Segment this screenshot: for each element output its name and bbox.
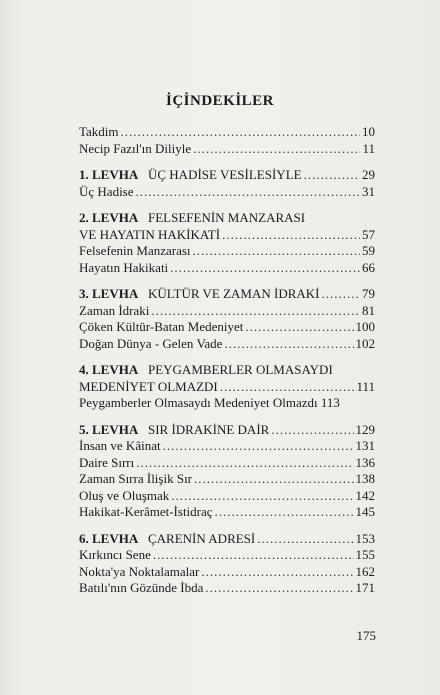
levha-number: 5. LEVHA bbox=[79, 421, 139, 437]
toc-section-heading bbox=[79, 227, 375, 244]
toc-entry-label: Hayatın Hakikati bbox=[79, 259, 169, 275]
toc-heading-label bbox=[79, 362, 333, 377]
toc-entry bbox=[79, 504, 375, 521]
toc-page-number: 100 bbox=[355, 319, 375, 334]
section-gap bbox=[79, 352, 375, 362]
toc-entry-label: Peygamberler Olmasaydı Medeniyet Olmazdı bbox=[79, 395, 318, 410]
leader-dots bbox=[222, 227, 360, 244]
toc-heading-label bbox=[79, 286, 320, 303]
toc-page-number: 102 bbox=[355, 335, 375, 351]
toc-entry bbox=[79, 336, 375, 353]
toc-page-number: 59 bbox=[362, 243, 375, 258]
toc-section-heading bbox=[79, 379, 375, 396]
leader-dots bbox=[220, 379, 355, 396]
toc-heading-label bbox=[79, 210, 305, 225]
leader-dots bbox=[171, 488, 353, 505]
toc-page-number: 79 bbox=[362, 286, 375, 301]
toc-entry-label: Oluş ve Oluşmak bbox=[79, 487, 170, 503]
toc-page-number: 66 bbox=[362, 259, 375, 275]
toc-section-heading bbox=[79, 362, 375, 379]
levha-number: 1. LEVHA bbox=[79, 167, 139, 182]
toc-heading-label bbox=[79, 422, 269, 439]
toc-entry bbox=[79, 471, 375, 488]
section-gap bbox=[79, 157, 375, 167]
toc-entry-label: Üç Hadise bbox=[79, 183, 134, 199]
toc-entry-label: Hakikat-Kerâmet-İstidraç bbox=[79, 504, 213, 519]
section-gap bbox=[79, 412, 375, 422]
levha-number: 6. LEVHA bbox=[79, 530, 139, 546]
leader-dots bbox=[136, 184, 360, 201]
toc-heading-label bbox=[79, 167, 302, 184]
toc-section-heading bbox=[79, 210, 375, 227]
toc-entry bbox=[79, 580, 375, 597]
leader-dots bbox=[257, 531, 353, 548]
leader-dots bbox=[224, 336, 353, 353]
leader-dots bbox=[193, 243, 360, 260]
toc-section-heading bbox=[79, 422, 375, 439]
toc-page-number: 57 bbox=[362, 226, 375, 242]
toc-page-number: 131 bbox=[355, 438, 375, 453]
toc-entry-label: Takdim bbox=[79, 124, 119, 139]
leader-dots bbox=[151, 303, 360, 320]
toc-entry-label: Kırkıncı Sene bbox=[79, 547, 151, 562]
leader-dots bbox=[201, 564, 353, 581]
leader-dots bbox=[205, 580, 353, 597]
toc-page-number: 171 bbox=[355, 580, 375, 595]
toc-entry-label: Daire Sırrı bbox=[79, 454, 135, 470]
toc-page-number: 155 bbox=[355, 547, 375, 562]
toc-entry-label: Batılı'nın Gözünde İbda bbox=[79, 580, 204, 595]
toc-entry bbox=[79, 455, 375, 472]
section-gap bbox=[79, 521, 375, 531]
levha-title-line: PEYGAMBERLER OLMASAYDI bbox=[147, 362, 333, 377]
toc-entry bbox=[79, 184, 375, 201]
leader-dots bbox=[245, 319, 353, 336]
toc-heading-label bbox=[79, 227, 220, 244]
leader-dots bbox=[193, 141, 360, 158]
leader-dots bbox=[194, 471, 353, 488]
toc-entry bbox=[79, 395, 375, 412]
section-gap bbox=[79, 200, 375, 210]
levha-title-line: MEDENİYET OLMAZDI bbox=[79, 378, 218, 394]
levha-number: 3. LEVHA bbox=[79, 286, 139, 301]
toc-page-number: 129 bbox=[355, 421, 375, 437]
leader-dots bbox=[163, 438, 354, 455]
toc-entry-label: Nokta'ya Noktalamalar bbox=[79, 563, 200, 579]
toc-entry-label: Zaman Sırra İlişik Sır bbox=[79, 471, 193, 486]
toc-page-number: 11 bbox=[362, 140, 375, 156]
levha-number: 4. LEVHA bbox=[79, 362, 139, 377]
toc-page-number: 142 bbox=[355, 487, 375, 503]
toc-section-heading bbox=[79, 167, 375, 184]
toc-entry bbox=[79, 260, 375, 277]
page-title: İÇİNDEKİLER bbox=[165, 93, 275, 109]
toc-page-number: 162 bbox=[355, 563, 375, 579]
levha-title-line: FELSEFENİN MANZARASI bbox=[147, 210, 306, 225]
toc-entry-label: Doğan Dünya - Gelen Vade bbox=[79, 335, 223, 351]
toc-page-number: 10 bbox=[362, 124, 375, 139]
table-of-contents bbox=[79, 124, 375, 597]
levha-title-line: ÜÇ HADİSE VESİLESİYLE bbox=[147, 167, 302, 182]
leader-dots bbox=[121, 124, 360, 141]
leader-dots bbox=[215, 504, 354, 521]
leader-dots bbox=[271, 422, 353, 439]
toc-heading-label bbox=[79, 379, 218, 396]
toc-entry-label: Necip Fazıl'ın Diliyle bbox=[79, 140, 192, 156]
toc-page-number: 145 bbox=[355, 504, 375, 519]
page-number: 175 bbox=[356, 628, 376, 643]
toc-page-number: 153 bbox=[355, 530, 375, 546]
section-gap bbox=[79, 276, 375, 286]
toc-entry-label: Çöken Kültür-Batan Medeniyet bbox=[79, 319, 244, 334]
leader-dots bbox=[136, 455, 353, 472]
levha-number: 2. LEVHA bbox=[79, 210, 139, 225]
toc-page-number: 138 bbox=[355, 471, 375, 486]
toc-page-number: 31 bbox=[362, 183, 375, 199]
toc-entry-label: Felsefenin Manzarası bbox=[79, 243, 191, 258]
toc-page-number: 29 bbox=[362, 167, 375, 182]
toc-entry bbox=[79, 319, 375, 336]
leader-dots bbox=[153, 547, 354, 564]
toc-section-heading bbox=[79, 286, 375, 303]
toc-page-number: 81 bbox=[362, 302, 375, 318]
toc-entry bbox=[79, 488, 375, 505]
toc-entry bbox=[79, 124, 375, 141]
levha-title-line: SIR İDRAKİNE DAİR bbox=[147, 421, 270, 437]
toc-entry bbox=[79, 564, 375, 581]
toc-heading-label bbox=[79, 531, 255, 548]
toc-entry bbox=[79, 438, 375, 455]
toc-page-number: 113 bbox=[320, 395, 340, 410]
leader-dots bbox=[304, 167, 360, 184]
levha-title-line: ÇARENİN ADRESİ bbox=[147, 530, 256, 546]
toc-entry bbox=[79, 303, 375, 320]
toc-entry-label: İnsan ve Kâinat bbox=[79, 438, 161, 453]
toc-page-number: 111 bbox=[356, 378, 375, 394]
toc-page-number: 136 bbox=[355, 454, 375, 470]
leader-dots bbox=[170, 260, 360, 277]
toc-entry bbox=[79, 141, 375, 158]
levha-title-line: VE HAYATIN HAKİKATİ bbox=[79, 226, 221, 242]
toc-entry-label: Zaman İdraki bbox=[79, 302, 150, 318]
toc-entry bbox=[79, 547, 375, 564]
levha-title-line: KÜLTÜR VE ZAMAN İDRAKİ bbox=[147, 286, 320, 301]
leader-dots bbox=[322, 286, 360, 303]
toc-section-heading bbox=[79, 531, 375, 548]
toc-entry bbox=[79, 243, 375, 260]
